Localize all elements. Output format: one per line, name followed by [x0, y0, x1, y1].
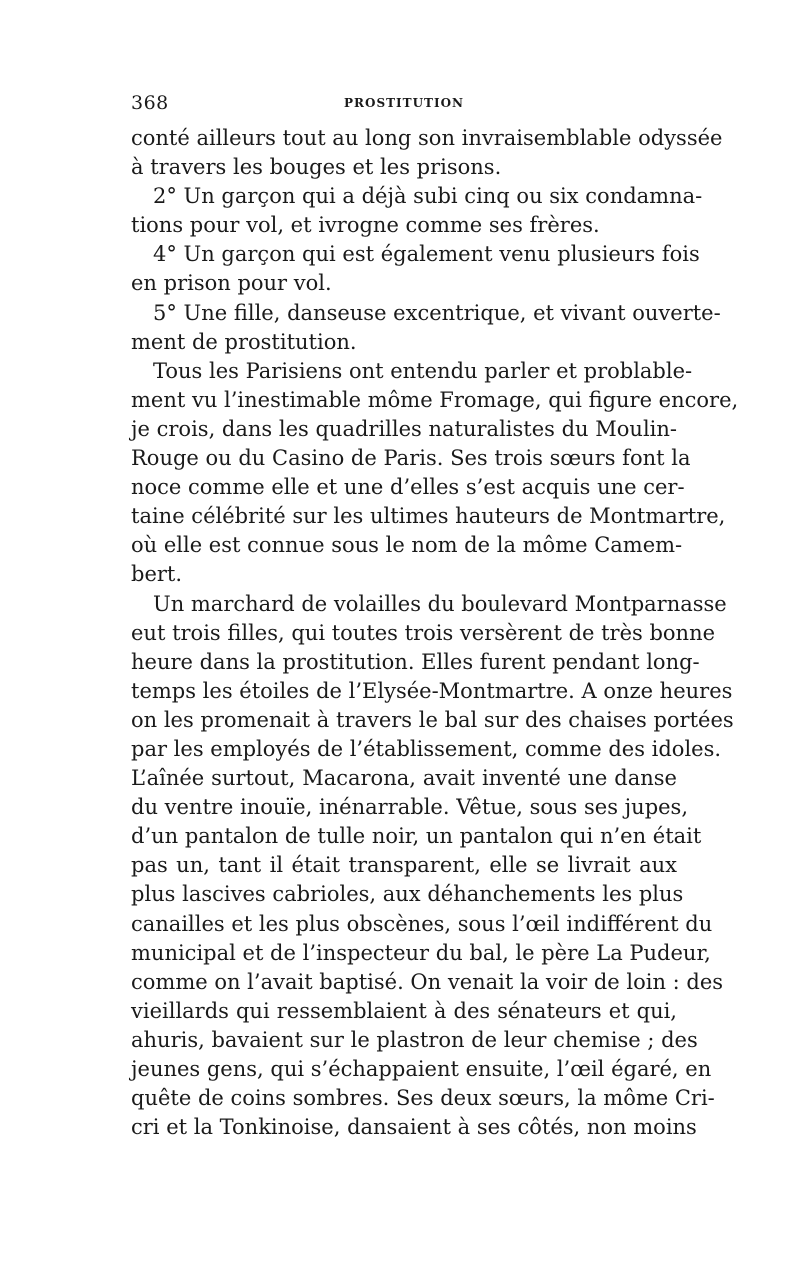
- text-line: L’aînée surtout, Macarona, avait inventé une danse: [131, 766, 677, 791]
- text-line: plus lascives cabrioles, aux déhanchements les plus: [131, 882, 684, 907]
- text-line: à travers les bouges et les prisons.: [131, 155, 502, 180]
- text-line: en prison pour vol.: [131, 271, 332, 296]
- text-line: 4° Un garçon qui est également venu plusieurs fois: [153, 242, 700, 267]
- text-line: vieillards qui ressemblaient à des sénateurs et qui,: [131, 998, 677, 1023]
- text-line: je crois, dans les quadrilles naturalistes du Moulin-: [131, 416, 677, 441]
- text-line: jeunes gens, qui s’échappaient ensuite, l’œil égaré, en: [131, 1057, 712, 1081]
- text-line: ahuris, bavaient sur le plastron de leur chemise ; des: [131, 1027, 698, 1052]
- text-line: heure dans la prostitution. Elles furent pendant long-: [131, 649, 700, 674]
- text-line: Tous les Parisiens ont entendu parler et problable-: [153, 358, 693, 383]
- text-line: canailles et les plus obscènes, sous l’œil indifférent du: [131, 911, 713, 936]
- body-text: [131, 124, 739, 1142]
- text-line: comme on l’avait baptisé. On venait la voir de loin : des: [131, 969, 724, 994]
- page-number: 368: [131, 92, 169, 114]
- text-line: on les promenait à travers le bal sur des chaises portées: [131, 707, 734, 732]
- text-line: Un marchard de volailles du boulevard Montparnasse: [153, 591, 727, 616]
- text-line: d’un pantalon de tulle noir, un pantalon qui n’en était: [131, 824, 702, 849]
- text-line: ment vu l’inestimable môme Fromage, qui figure encore,: [131, 387, 739, 412]
- text-line: Rouge ou du Casino de Paris. Ses trois sœurs font la: [131, 446, 691, 471]
- text-line: taine célébrité sur les ultimes hauteurs de Montmartre,: [131, 504, 726, 529]
- text-line: ment de prostitution.: [131, 329, 357, 354]
- page-header: [131, 92, 677, 116]
- text-line: tions pour vol, et ivrogne comme ses frères.: [131, 213, 600, 238]
- text-line: quête de coins sombres. Ses deux sœurs, la môme Cri-: [131, 1086, 715, 1111]
- text-line: par les employés de l’établissement, comme des idoles.: [131, 736, 722, 761]
- text-line: eut trois filles, qui toutes trois versèrent de très bonne: [131, 620, 716, 645]
- text-line: où elle est connue sous le nom de la môme Camem-: [131, 533, 683, 558]
- text-line: 5° Une fille, danseuse excentrique, et vivant ouverte-: [153, 300, 721, 325]
- text-line: noce comme elle et une d’elles s’est acquis une cer-: [131, 475, 685, 500]
- text-line: 2° Un garçon qui a déjà subi cinq ou six condamna-: [153, 184, 703, 209]
- text-line: municipal et de l’inspecteur du bal, le père La Pudeur,: [131, 940, 711, 965]
- text-line: bert.: [131, 562, 183, 587]
- text-line: pas un, tant il était transparent, elle se livrait aux: [131, 853, 677, 878]
- text-line: du ventre inouïe, inénarrable. Vêtue, sous ses jupes,: [131, 795, 689, 820]
- running-title: PROSTITUTION: [344, 96, 465, 110]
- text-line: cri et la Tonkinoise, dansaient à ses côtés, non moins: [131, 1115, 697, 1140]
- text-line: temps les étoiles de l’Elysée-Montmartre. A onze heures: [131, 678, 733, 703]
- text-line: conté ailleurs tout au long son invraisemblable odyssée: [131, 126, 723, 150]
